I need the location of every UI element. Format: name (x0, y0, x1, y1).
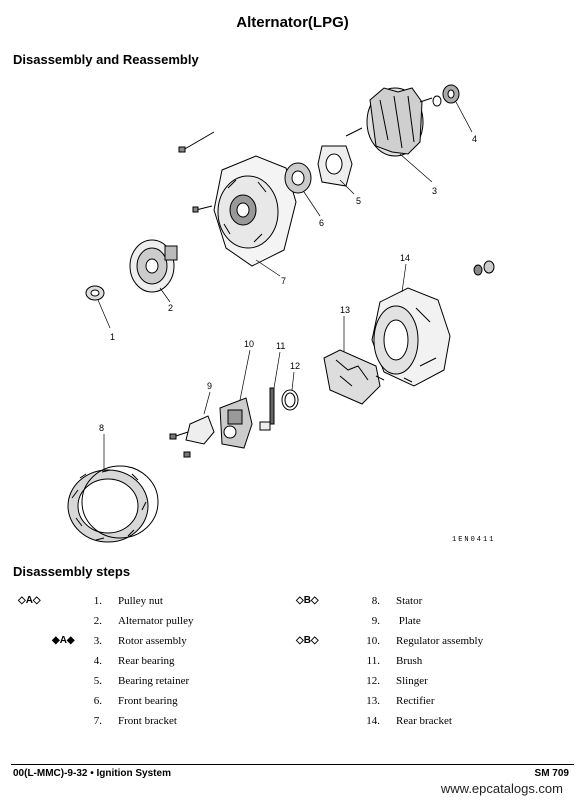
footer-page-number: SM 709 (534, 768, 569, 779)
step-number: 6. (93, 695, 102, 707)
figure-code: 1EN0411 (452, 536, 496, 544)
alternator-pulley-part (130, 240, 177, 292)
step-label: Pulley nut (118, 595, 163, 607)
step-label: Regulator assembly (396, 635, 484, 647)
through-bolt-part (179, 132, 214, 152)
step-label: Bearing retainer (118, 675, 190, 687)
callout-10: 10 (244, 339, 255, 349)
step-label: Rear bracket (396, 715, 452, 727)
stator-part (68, 466, 158, 542)
step-number: 11. (366, 655, 380, 667)
step-number: 14. (366, 715, 380, 727)
section-heading-steps: Disassembly steps (13, 564, 131, 579)
step-marker: ◇B◇ (296, 635, 319, 646)
rear-bearing-part (433, 85, 459, 106)
step-number: 5. (93, 675, 102, 687)
callout-9: 9 (207, 381, 213, 391)
brush-part (260, 388, 274, 430)
step-number: 7. (93, 715, 102, 727)
front-bearing-part (285, 163, 311, 193)
callout-8: 8 (99, 423, 105, 433)
step-number: 10. (366, 635, 380, 647)
step-label: Rotor assembly (118, 635, 187, 647)
rotor-assembly-part (346, 88, 432, 156)
regulator-assembly-part (220, 398, 252, 448)
section-heading-disassembly: Disassembly and Reassembly (13, 52, 199, 67)
step-number: 3. (93, 635, 102, 647)
rear-bracket-part (372, 288, 450, 386)
rear-nut-part (474, 261, 494, 275)
callout-14: 14 (400, 253, 411, 263)
screw-part (193, 206, 212, 212)
step-label: Plate (396, 615, 421, 627)
rectifier-part (324, 350, 384, 404)
step-label: Alternator pulley (118, 615, 194, 627)
footer-section-ref: 00(L-MMC)-9-32 • Ignition System (13, 768, 171, 779)
callout-2: 2 (168, 303, 174, 313)
callout-6: 6 (319, 218, 325, 228)
callout-12: 12 (290, 361, 301, 371)
callout-7: 7 (281, 276, 287, 286)
step-number: 2. (93, 615, 102, 627)
page-title: Alternator(LPG) (236, 14, 349, 31)
slinger-part (282, 390, 298, 410)
bearing-retainer-part (318, 146, 352, 186)
step-marker: ◆A◆ (52, 635, 75, 646)
step-number: 4. (93, 655, 102, 667)
callout-1: 1 (110, 332, 116, 342)
step-label: Stator (396, 595, 423, 607)
step-label: Slinger (396, 675, 428, 687)
footer-divider (11, 764, 574, 765)
step-number: 1. (93, 595, 102, 607)
callout-4: 4 (472, 134, 478, 144)
step-label: Front bearing (118, 695, 178, 707)
step-label: Front bracket (118, 715, 177, 727)
step-number: 9. (371, 615, 380, 627)
exploded-view-diagram (0, 70, 585, 550)
step-label: Rectifier (396, 695, 435, 707)
step-number: 12. (366, 675, 380, 687)
step-number: 8. (371, 595, 380, 607)
pulley-nut-part (86, 286, 104, 300)
step-number: 13. (366, 695, 380, 707)
callout-5: 5 (356, 196, 362, 206)
watermark-link[interactable]: www.epcatalogs.com (440, 781, 563, 796)
callout-13: 13 (340, 305, 351, 315)
plate-part (170, 416, 214, 457)
callout-11: 11 (276, 341, 286, 351)
step-marker: ◇A◇ (18, 595, 41, 606)
step-marker: ◇B◇ (296, 595, 319, 606)
step-label: Rear bearing (118, 655, 175, 667)
callout-3: 3 (432, 186, 438, 196)
front-bracket-part (214, 156, 296, 266)
step-label: Brush (396, 655, 423, 667)
